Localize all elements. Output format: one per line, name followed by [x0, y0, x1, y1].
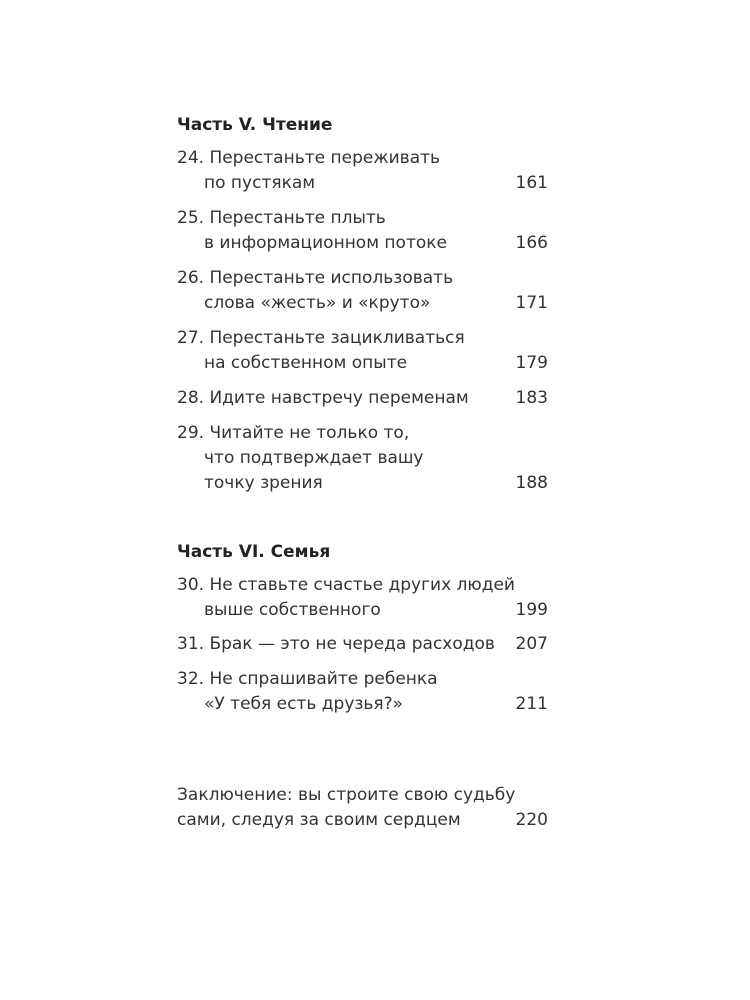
- toc-page-number: 161: [515, 173, 548, 193]
- part-5-title: Часть V. Чтение: [177, 115, 333, 135]
- toc-entry-line: точку зрения: [204, 473, 323, 493]
- toc-page-number: 211: [515, 694, 548, 714]
- toc-entry-25: [177, 206, 548, 256]
- toc-page-number: 188: [515, 473, 548, 493]
- toc-page-number: 166: [515, 233, 548, 253]
- toc-entry-line: по пустякам: [204, 173, 316, 193]
- toc-entry-line: 24. Перестаньте переживать: [177, 148, 441, 168]
- toc-page-number: 171: [515, 293, 548, 313]
- toc-entry-line: на собственном опыте: [204, 353, 408, 373]
- toc-entry-line: 28. Идите навстречу переменам: [177, 388, 469, 408]
- toc-entry-29: [177, 421, 548, 496]
- toc-entry-line: что подтверждает вашу: [204, 448, 424, 468]
- toc-entry-30: [177, 573, 548, 623]
- toc-page-number: 220: [515, 810, 548, 830]
- toc-entry-line: «У тебя есть друзья?»: [204, 694, 404, 714]
- toc-entry-24: [177, 146, 548, 196]
- toc-entry-line: Заключение: вы строите свою судьбу: [177, 785, 516, 805]
- toc-entry-32: [177, 667, 548, 717]
- toc-entry-26: [177, 266, 548, 316]
- toc-page-number: 207: [515, 634, 548, 654]
- toc-page-number: 183: [515, 388, 548, 408]
- toc-entry-27: [177, 326, 548, 376]
- toc-entry-line: 30. Не ставьте счастье других людей: [177, 575, 515, 595]
- toc-page-number: 199: [515, 600, 548, 620]
- toc-entry-line: 31. Брак — это не череда расходов: [177, 634, 495, 654]
- toc-entry-line: 29. Читайте не только то,: [177, 423, 410, 443]
- toc-entry-line: сами, следуя за своим сердцем: [177, 810, 461, 830]
- toc-entry-line: выше собственного: [204, 600, 381, 620]
- part-6-title: Часть VI. Семья: [177, 542, 331, 562]
- toc-entry-line: 26. Перестаньте использовать: [177, 268, 454, 288]
- toc-entry-line: 32. Не спрашивайте ребенка: [177, 669, 438, 689]
- toc-entry-line: 27. Перестаньте зацикливаться: [177, 328, 465, 348]
- toc-entry-line: слова «жесть» и «круто»: [204, 293, 431, 313]
- toc-entry-line: 25. Перестаньте плыть: [177, 208, 386, 228]
- toc-entry-conclusion: [177, 783, 548, 833]
- toc-entry-31: [177, 632, 548, 657]
- toc-page-number: 179: [515, 353, 548, 373]
- toc-entry-28: [177, 386, 548, 411]
- toc-entry-line: в информационном потоке: [204, 233, 447, 253]
